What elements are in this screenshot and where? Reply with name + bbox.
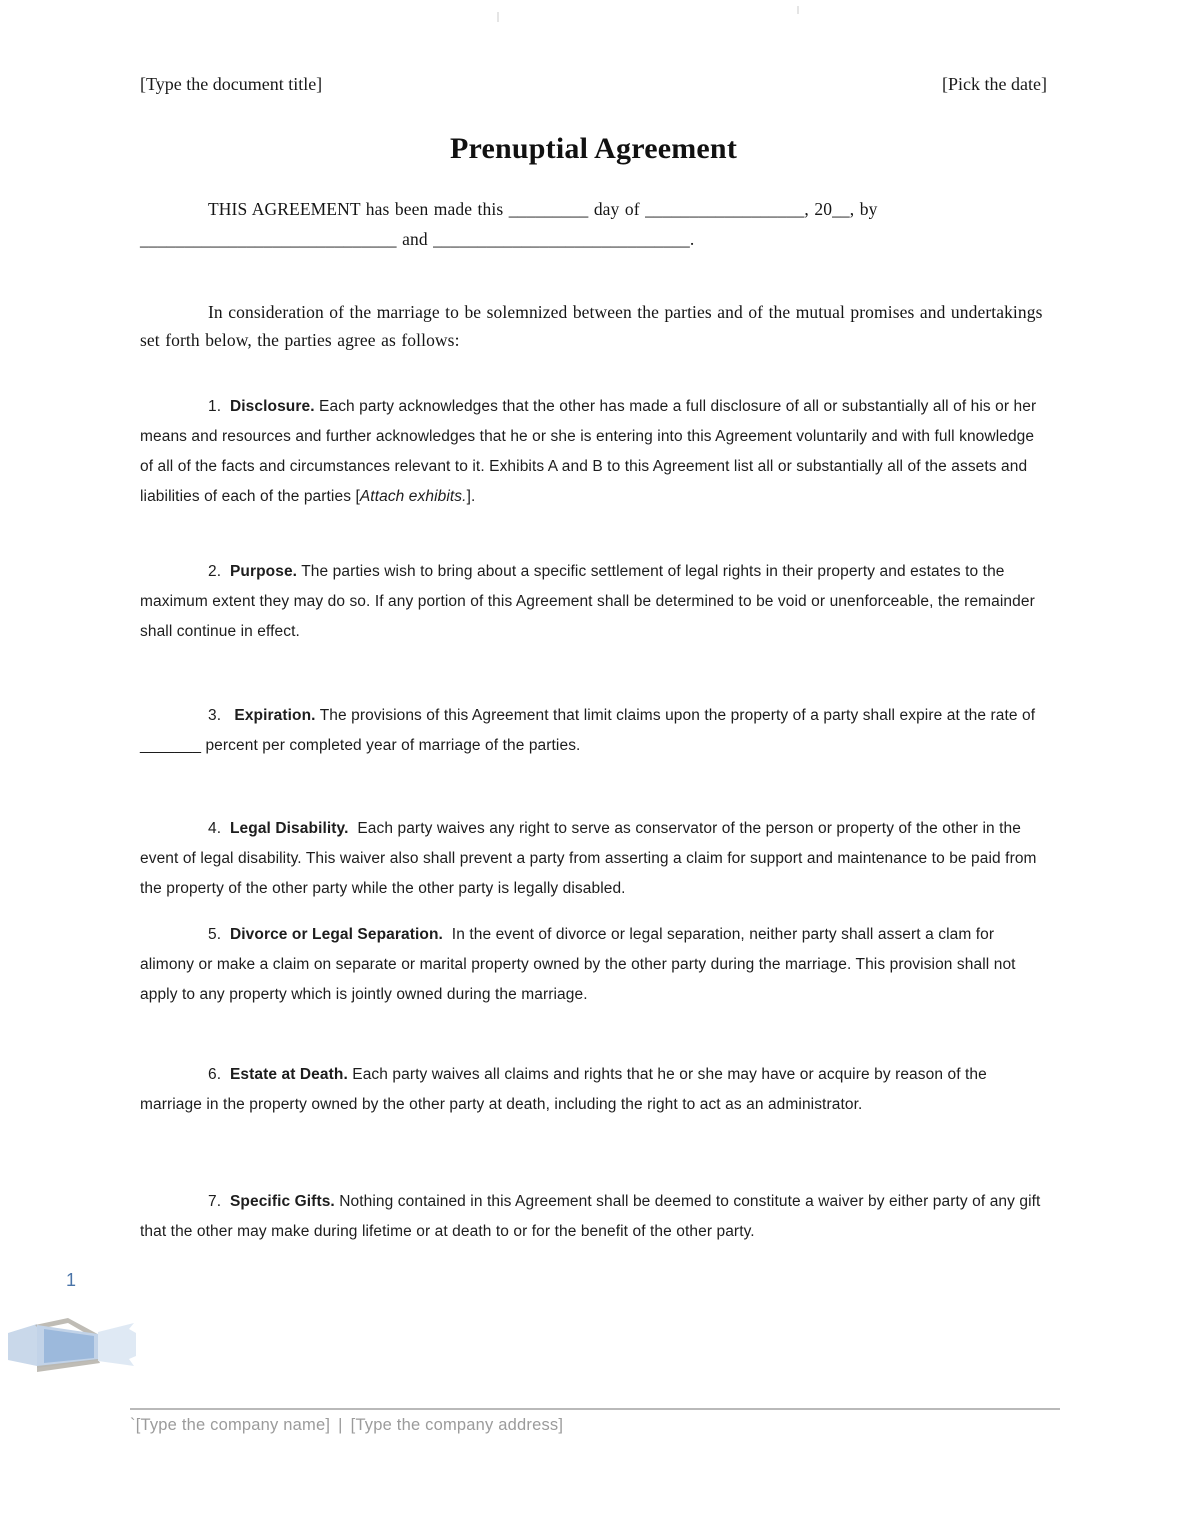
section-number: 4. xyxy=(208,820,222,837)
section-legal-disability xyxy=(140,814,1047,904)
section-specific-gifts xyxy=(140,1187,1047,1247)
section-number: 2. xyxy=(208,563,222,580)
section-body-tail: ]. xyxy=(466,488,476,505)
section-body: In the event of divorce or legal separation, neither party shall assert a clam for alimony or make a claim on separate or marital property owned by the other party during the marriage. This provision shall not apply to any property which is jointly owned during the marriage. xyxy=(140,925,1016,1003)
section-heading: Divorce or Legal Separation. xyxy=(229,925,443,943)
section-body: Each party waives any right to serve as conservator of the person or property of the other in the event of legal disability. This waiver also shall prevent a party from asserting a claim for support and maintenance to be paid from the property of the other party while the other party is legally disabled. xyxy=(140,820,1037,897)
section-heading: Legal Disability. xyxy=(229,820,349,837)
company-address-placeholder-field[interactable]: [Type the company address] xyxy=(350,1416,564,1434)
page-number: 1 xyxy=(66,1270,77,1290)
section-expiration xyxy=(140,701,1047,761)
section-divorce-separation xyxy=(140,920,1047,1010)
section-heading: Estate at Death. xyxy=(229,1065,348,1083)
company-name-placeholder-field[interactable]: `[Type the company name] xyxy=(130,1416,331,1434)
section-number: 1. xyxy=(208,398,222,415)
section-estate-at-death xyxy=(140,1060,1047,1120)
section-disclosure xyxy=(140,392,1047,512)
section-purpose xyxy=(140,557,1047,647)
opening-paragraph: THIS AGREEMENT has been made this _________ day of __________________, 20__, by _____________________________ and _____________________________. xyxy=(140,199,878,249)
document-title-placeholder-field[interactable]: [Type the document title] xyxy=(140,74,323,94)
section-number: 7. xyxy=(208,1192,222,1210)
section-number: 6. xyxy=(208,1065,222,1083)
pick-date-placeholder-field[interactable]: [Pick the date] xyxy=(942,74,1047,94)
page-title: Prenuptial Agreement xyxy=(449,132,738,165)
section-heading: Purpose. xyxy=(229,563,298,580)
attach-exhibits-note: Attach exhibits. xyxy=(359,488,467,505)
footer-separator: | xyxy=(338,1416,343,1434)
section-body: Nothing contained in this Agreement shall be deemed to constitute a waiver by either party of any gift that the other may make during lifetime or at death to or for the benefit of the other party. xyxy=(140,1192,1041,1240)
section-heading: Disclosure. xyxy=(229,398,315,415)
section-body: The provisions of this Agreement that limit claims upon the property of a party shall expire at the rate of _______ percent per completed year of marriage of the parties. xyxy=(140,707,1036,754)
section-heading: Specific Gifts. xyxy=(229,1192,335,1210)
consideration-paragraph: In consideration of the marriage to be solemnized between the parties and of the mutual promises and undertakings set forth below, the parties agree as follows: xyxy=(140,302,1043,350)
section-body: Each party waives all claims and rights that he or she may have or acquire by reason of the marriage in the property owned by the other party at death, including the right to act as an administrator. xyxy=(140,1065,987,1113)
document-footer xyxy=(130,1408,1060,1435)
decorative-3d-box-graphic xyxy=(8,1316,138,1374)
document-content xyxy=(140,0,1047,1262)
section-body: Each party acknowledges that the other has made a full disclosure of all or substantially all of his or her means and resources and further acknowledges that he or she is entering into this Agreement voluntarily and with full knowledge of all of the facts and circumstances relevant to it. Exhibits A and B to this Agreement list all or substantially all of the assets and liabilities of each of the parties [ xyxy=(140,398,1037,505)
section-number: 3. xyxy=(208,707,222,724)
section-heading: Expiration. xyxy=(234,707,316,724)
section-number: 5. xyxy=(208,925,222,943)
document-header xyxy=(140,72,1047,96)
section-body: The parties wish to bring about a specific settlement of legal rights in their property and estates to the maximum extent they may do so. If any portion of this Agreement shall be determined to be void or unenforceable, the remainder shall continue in effect. xyxy=(140,563,1035,640)
